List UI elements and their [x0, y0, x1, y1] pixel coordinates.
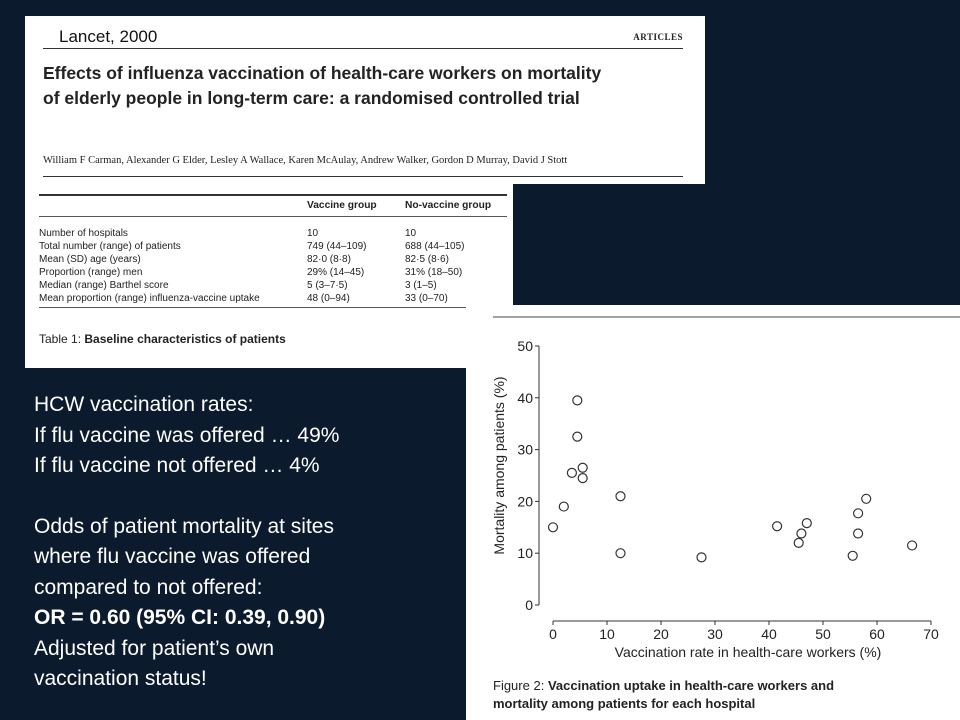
x-tick-label: 30 — [707, 626, 723, 642]
notes-spacer — [34, 482, 464, 512]
data-point — [794, 538, 803, 547]
table-cell: 29% (14–45) — [307, 267, 365, 278]
notes-line: vaccination status! — [34, 667, 207, 690]
data-point — [773, 522, 782, 531]
table-cell: 33 (0–70) — [405, 292, 507, 308]
table-header-row — [39, 195, 507, 217]
data-point — [567, 468, 576, 477]
table-cell: Mean proportion (range) influenza-vaccine uptake — [39, 292, 307, 308]
y-tick-label: 40 — [517, 389, 533, 406]
data-point — [697, 553, 706, 562]
figure-caption — [493, 677, 953, 713]
data-point — [616, 549, 625, 558]
y-tick-label: 30 — [517, 441, 533, 458]
figure-caption-line: Vaccination uptake in health-care workers and — [547, 678, 835, 693]
figure-caption-prefix: Figure 2: — [493, 678, 545, 693]
table-cell: 82·0 (8·8) — [307, 254, 351, 265]
data-point — [908, 541, 917, 550]
notes-line: where flu vaccine was offered — [34, 545, 311, 568]
table-row — [39, 292, 507, 308]
data-point — [848, 551, 857, 560]
y-tick-label: 10 — [517, 545, 533, 562]
journal-citation: Lancet, 2000 — [59, 27, 158, 46]
author-rule — [43, 176, 683, 177]
table-cell: 688 (44–105) — [405, 241, 465, 252]
data-point — [616, 492, 625, 501]
table-row — [39, 279, 507, 292]
data-point — [573, 432, 582, 441]
x-axis-label: Vaccination rate in health-care workers (%) — [614, 644, 882, 660]
author-list: William F Carman, Alexander G Elder, Lesley A Wallace, Karen McAulay, Andrew Walker, Gordon D Murray, David J Stott — [43, 155, 568, 166]
table-cell: 31% (18–50) — [405, 267, 463, 278]
data-point — [862, 494, 871, 503]
x-tick-label: 70 — [923, 626, 939, 642]
y-axis-label: Mortality among patients (%) — [491, 376, 507, 555]
table-cell: 48 (0–94) — [307, 292, 405, 308]
scatter-chart — [466, 305, 960, 677]
article-title — [43, 61, 688, 111]
table-cell: 10 — [405, 228, 417, 239]
data-point — [549, 523, 558, 532]
x-tick-label: 60 — [869, 626, 885, 642]
x-tick-label: 40 — [761, 626, 777, 642]
scatter-figure-clipping — [466, 305, 960, 720]
table-header-cell: No-vaccine group — [405, 195, 507, 217]
table-cell: 10 — [307, 228, 319, 239]
table-row — [39, 253, 507, 266]
table-header-cell: Vaccine group — [307, 195, 405, 217]
table-row — [39, 217, 507, 241]
data-point — [578, 463, 587, 472]
table-row — [39, 240, 507, 253]
figure-caption-line: mortality among patients for each hospital — [493, 696, 756, 711]
x-tick-label: 0 — [549, 626, 557, 642]
y-tick-label: 50 — [517, 338, 533, 354]
header-rule — [43, 48, 683, 49]
x-tick-label: 20 — [653, 626, 669, 642]
slide-notes — [34, 390, 464, 695]
y-tick-label: 20 — [517, 493, 533, 510]
table-cell: Mean (SD) age (years) — [39, 254, 141, 265]
section-label: ARTICLES — [633, 32, 683, 42]
y-tick-label: 0 — [525, 597, 533, 613]
table-caption-text: Baseline characteristics of patients — [84, 332, 286, 346]
data-point — [573, 396, 582, 405]
data-point — [854, 529, 863, 538]
table-caption-prefix: Table 1: — [39, 332, 82, 346]
data-point — [854, 509, 863, 518]
notes-line: If flu vaccine was offered … 49% — [34, 423, 340, 447]
table-cell: Proportion (range) men — [39, 267, 143, 278]
table-header-cell — [39, 195, 307, 217]
table-cell: 3 (1–5) — [405, 280, 437, 291]
data-point — [802, 519, 811, 528]
article-title-line: Effects of influenza vaccination of health-care workers on mortality — [43, 63, 602, 83]
data-point — [578, 474, 587, 483]
baseline-table-clipping — [25, 184, 513, 368]
odds-ratio-line: OR = 0.60 (95% CI: 0.39, 0.90) — [34, 606, 326, 629]
x-tick-label: 50 — [815, 626, 831, 642]
x-tick-label: 10 — [599, 626, 615, 642]
notes-line: Odds of patient mortality at sites — [34, 514, 334, 538]
table-cell: 5 (3–7·5) — [307, 280, 348, 291]
baseline-table — [39, 194, 507, 308]
table-cell: Number of hospitals — [39, 228, 128, 239]
article-header-clipping — [25, 16, 705, 184]
table-cell: Median (range) Barthel score — [39, 280, 169, 291]
table-cell: Total number (range) of patients — [39, 241, 181, 252]
data-point — [797, 529, 806, 538]
notes-line: HCW vaccination rates: — [34, 393, 254, 416]
data-point — [559, 502, 568, 511]
notes-line: compared to not offered: — [34, 575, 263, 599]
notes-line: Adjusted for patient’s own — [34, 636, 275, 660]
table-cell: 82·5 (8·6) — [405, 254, 449, 265]
table-caption — [39, 332, 286, 346]
article-title-line: of elderly people in long-term care: a randomised controlled trial — [43, 88, 580, 108]
table-cell: 749 (44–109) — [307, 241, 367, 252]
table-row — [39, 266, 507, 279]
notes-line: If flu vaccine not offered … 4% — [34, 454, 320, 477]
